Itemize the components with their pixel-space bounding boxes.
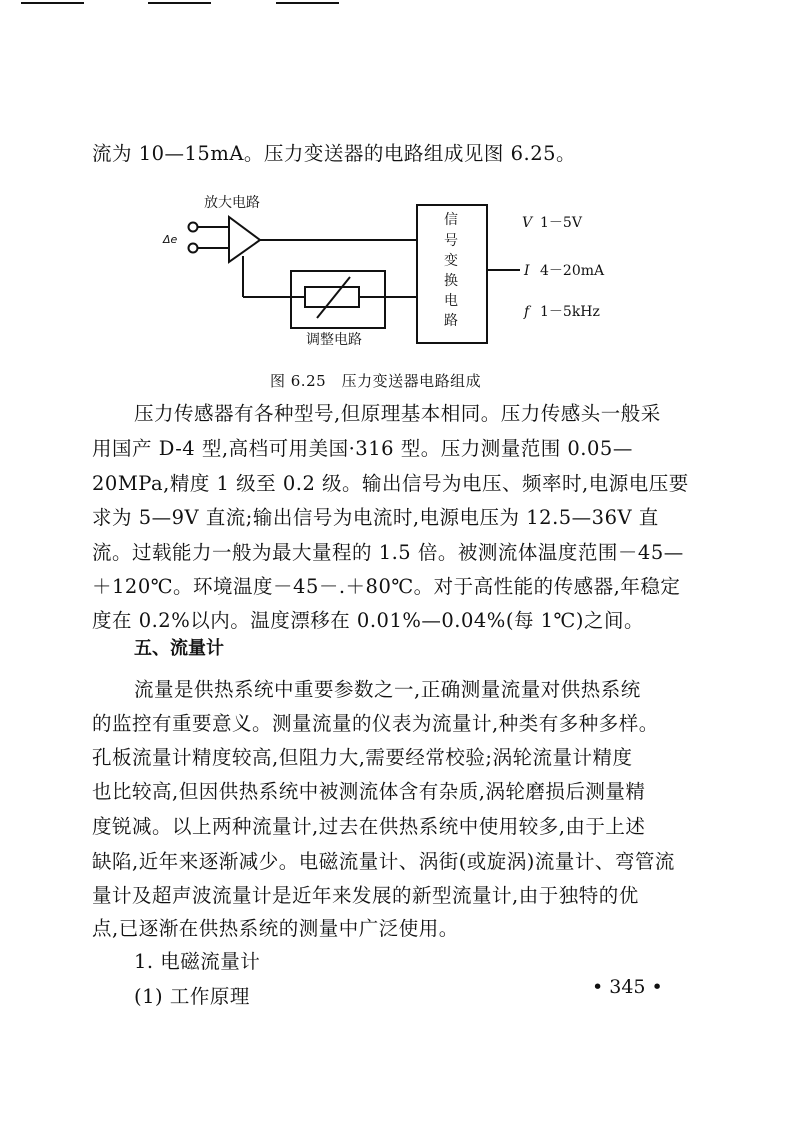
paragraph-line: 压力传感器有各种型号,但原理基本相同。压力传感头一般采 [134,402,661,425]
page-number: • 345 • [592,976,663,998]
input-terminal [189,223,198,232]
output-range-v: 1－5V [540,215,582,231]
paragraph-line: 流。过载能力一般为最大量程的 1.5 倍。被测流体温度范围－45— [92,541,684,564]
converter-char: 换 [444,273,458,289]
paragraph-line: 也比较高,但因供热系统中被测流体含有杂质,涡轮磨损后测量精 [92,780,646,803]
paragraph-line: ＋120℃。环境温度－45－.＋80℃。对于高性能的传感器,年稳定 [92,575,681,598]
intro-line: 流为 10—15mA。压力变送器的电路组成见图 6.25。 [92,142,577,165]
paragraph-line: 的监控有重要意义。测量流量的仪表为流量计,种类有多种多样。 [92,712,659,735]
figure-caption: 图 6.25 压力变送器电路组成 [270,372,482,390]
paragraph-line: 量计及超声波流量计是近年来发展的新型流量计,由于独特的优 [92,884,639,907]
converter-char: 路 [444,313,458,329]
section-heading: 五、流量计 [134,638,224,659]
converter-char: 信 [444,212,458,228]
paragraph-line: 度在 0.2%以内。温度漂移在 0.01%—0.04%(每 1℃)之间。 [92,609,644,632]
paragraph-line: 求为 5—9V 直流;输出信号为电流时,电源电压为 12.5—36V 直 [92,506,659,529]
output-range-f: 1－5kHz [540,304,600,320]
paragraph-line: 点,已逐渐在供热系统的测量中广泛使用。 [92,917,459,940]
adjust-label: 调整电路 [306,332,362,348]
input-terminal [189,244,198,253]
output-symbol-f: f [524,304,530,320]
paragraph-line: 用国产 D-4 型,高档可用美国·316 型。压力测量范围 0.05— [92,437,633,460]
converter-char: 变 [444,253,458,269]
subheading: (1) 工作原理 [134,985,250,1008]
paragraph-line: 孔板流量计精度较高,但阻力大,需要经常校验;涡轮流量计精度 [92,746,633,769]
amplifier-symbol [229,217,260,262]
output-range-i: 4－20mA [540,263,605,279]
input-label: Δe [163,233,178,246]
paragraph-line: 缺陷,近年来逐渐减少。电磁流量计、涡街(或旋涡)流量计、弯管流 [92,850,675,873]
amp-label: 放大电路 [204,195,260,211]
output-symbol-i: I [524,263,530,279]
output-symbol-v: V [522,215,533,231]
paragraph-line: 流量是供热系统中重要参数之一,正确测量流量对供热系统 [134,678,641,701]
subheading: 1. 电磁流量计 [134,950,261,973]
converter-char: 号 [444,233,458,249]
paragraph-line: 度锐减。以上两种流量计,过去在供热系统中使用较多,由于上述 [92,815,646,838]
variable-resistor [305,287,359,307]
converter-char: 电 [444,293,458,309]
paragraph-line: 20MPa,精度 1 级至 0.2 级。输出信号为电压、频率时,电源电压要 [92,472,689,495]
